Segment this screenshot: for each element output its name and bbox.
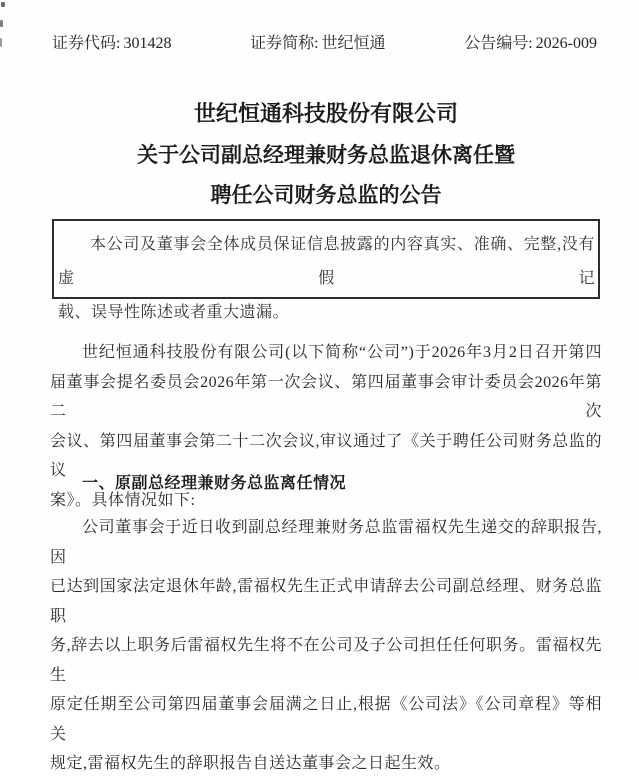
body-line: 原定任期至公司第四届董事会届满之日止,根据《公司法》《公司章程》等相关 bbox=[50, 696, 602, 743]
stock-abbreviation-value: 世纪恒通 bbox=[321, 35, 386, 52]
announcement-number-label: 公告编号: bbox=[464, 35, 533, 52]
company-name-title: 世纪恒通科技股份有限公司 bbox=[193, 101, 458, 126]
body-line: 会议、第四届董事会第二十二次会议,审议通过了《关于聘任公司财务总监的议 bbox=[50, 432, 602, 479]
disclaimer-line: 载、误导性陈述或者重大遗漏。 bbox=[58, 304, 290, 321]
body-line: 规定,雷福权先生的辞职报告自送达董事会之日起生效。 bbox=[50, 755, 451, 772]
disclaimer-box bbox=[52, 219, 600, 321]
announcement-number bbox=[464, 33, 597, 55]
announcement-number-value: 2026-009 bbox=[535, 35, 597, 52]
stock-code-value: 301428 bbox=[123, 35, 172, 52]
body-line: 已达到国家法定退休年龄,雷福权先生正式申请辞去公司副总经理、财务总监职 bbox=[50, 578, 602, 625]
paragraph-resignation-details bbox=[50, 513, 602, 779]
body-line: 务,辞去以上职务后雷福权先生将不在公司及子公司担任任何职务。雷福权先生 bbox=[50, 637, 602, 684]
body-line: 世纪恒通科技股份有限公司(以下简称“公司”)于2026年3月2日召开第四 bbox=[82, 344, 602, 361]
stock-code-label: 证券代码: bbox=[52, 35, 121, 52]
body-line: 届董事会提名委员会2026年第一次会议、第四届董事会审计委员会2026年第二次 bbox=[50, 373, 602, 420]
scan-artifact bbox=[0, 20, 3, 27]
scan-artifact bbox=[0, 38, 2, 47]
stock-code bbox=[52, 33, 171, 55]
announcement-title-line2: 聘任公司财务总监的公告 bbox=[210, 184, 442, 207]
body-line: 公司董事会于近日收到副总经理兼财务总监雷福权先生递交的辞职报告,因 bbox=[50, 519, 602, 566]
disclaimer-line: 本公司及董事会全体成员保证信息披露的内容真实、准确、完整,没有虚假记 bbox=[58, 236, 595, 287]
announcement-title-line1: 关于公司副总经理兼财务总监退休离任暨 bbox=[137, 144, 515, 167]
section1-heading: 一、原副总经理兼财务总监离任情况 bbox=[82, 475, 347, 492]
body-line: 案》。具体情况如下: bbox=[50, 491, 196, 509]
securities-header bbox=[52, 33, 597, 55]
scan-artifact bbox=[1, 2, 5, 7]
stock-abbreviation-label: 证券简称: bbox=[250, 35, 319, 52]
stock-abbreviation bbox=[250, 33, 385, 55]
